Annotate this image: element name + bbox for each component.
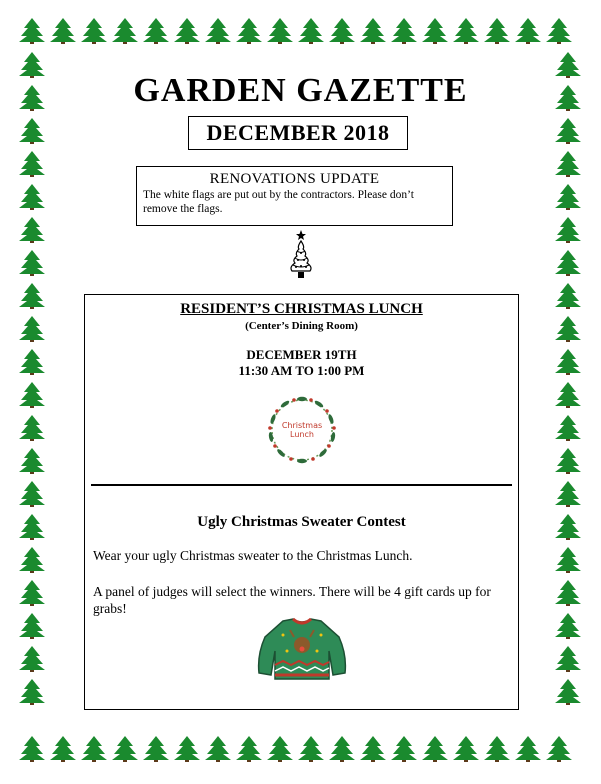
border-tree-icon [267,736,293,762]
border-tree-icon [515,18,541,44]
border-tree-icon [555,448,581,474]
border-tree-icon [329,736,355,762]
border-tree-icon [81,736,107,762]
contest-paragraph-1: Wear your ugly Christmas sweater to the Christmas Lunch. [93,548,413,563]
lunch-title: RESIDENT’S CHRISTMAS LUNCH [180,301,423,317]
border-tree-icon [174,736,200,762]
border-tree-icon [422,736,448,762]
border-tree-icon [555,217,581,243]
border-tree-icon [236,18,262,44]
border-tree-icon [19,448,45,474]
border-tree-icon [19,481,45,507]
border-tree-icon [19,151,45,177]
border-tree-icon [19,184,45,210]
wreath-icon [261,391,343,469]
border-tree-icon [112,18,138,44]
border-tree-icon [360,736,386,762]
border-tree-icon [555,481,581,507]
border-tree-icon [298,18,324,44]
border-tree-icon [422,18,448,44]
border-tree-icon [555,184,581,210]
border-tree-icon [298,736,324,762]
border-tree-icon [50,18,76,44]
border-tree-icon [391,18,417,44]
wreath-text-line1: Christmas [281,421,323,430]
renovations-text: The white flags are put out by the contractors. Please don’t remove the flags. [143,189,414,215]
newsletter-title: GARDEN GAZETTE [133,72,468,109]
border-tree-icon [555,349,581,375]
border-tree-icon [515,736,541,762]
border-tree-icon [19,217,45,243]
border-tree-icon [555,547,581,573]
border-tree-icon [236,736,262,762]
border-tree-icon [484,18,510,44]
border-tree-icon [19,547,45,573]
renovations-heading: RENOVATIONS UPDATE [209,171,380,187]
border-tree-icon [453,736,479,762]
border-tree-icon [555,316,581,342]
section-divider [91,484,512,486]
border-tree-icon [329,18,355,44]
christmas-tree-icon [286,229,316,281]
border-tree-icon [555,118,581,144]
border-tree-icon [50,736,76,762]
wreath-text-line2: Lunch [290,430,314,439]
border-tree-icon [555,415,581,441]
border-tree-icon [555,283,581,309]
border-tree-icon [205,736,231,762]
renovations-box [136,166,453,226]
border-tree-icon [391,736,417,762]
border-tree-icon [555,646,581,672]
border-tree-icon [267,18,293,44]
border-tree-icon [19,349,45,375]
issue-date: DECEMBER 2018 [188,116,408,150]
border-tree-icon [19,415,45,441]
border-tree-icon [19,18,45,44]
border-tree-icon [19,382,45,408]
border-tree-icon [143,736,169,762]
border-tree-icon [555,679,581,705]
ugly-sweater-icon [253,615,351,685]
border-tree-icon [19,250,45,276]
border-tree-icon [453,18,479,44]
border-tree-icon [19,613,45,639]
border-tree-icon [555,580,581,606]
border-tree-icon [546,18,572,44]
lunch-location: (Center’s Dining Room) [245,320,358,332]
border-tree-icon [555,250,581,276]
border-tree-icon [19,580,45,606]
border-tree-icon [19,514,45,540]
border-tree-icon [19,283,45,309]
lunch-event-box [84,294,519,710]
border-tree-icon [555,382,581,408]
border-tree-icon [484,736,510,762]
lunch-date: DECEMBER 19TH [246,347,357,362]
border-tree-icon [19,679,45,705]
border-tree-icon [555,613,581,639]
contest-title: Ugly Christmas Sweater Contest [197,514,406,530]
border-tree-icon [19,316,45,342]
border-tree-icon [555,151,581,177]
border-tree-icon [19,646,45,672]
border-tree-icon [143,18,169,44]
border-tree-icon [360,18,386,44]
border-tree-icon [81,18,107,44]
contest-paragraph-2: A panel of judges will select the winners. There will be 4 gift cards up for grabs! [93,584,491,616]
lunch-time: 11:30 AM TO 1:00 PM [238,363,365,378]
border-tree-icon [19,118,45,144]
border-tree-icon [205,18,231,44]
border-tree-icon [546,736,572,762]
border-tree-icon [19,736,45,762]
border-tree-icon [174,18,200,44]
border-tree-icon [555,514,581,540]
border-tree-icon [112,736,138,762]
